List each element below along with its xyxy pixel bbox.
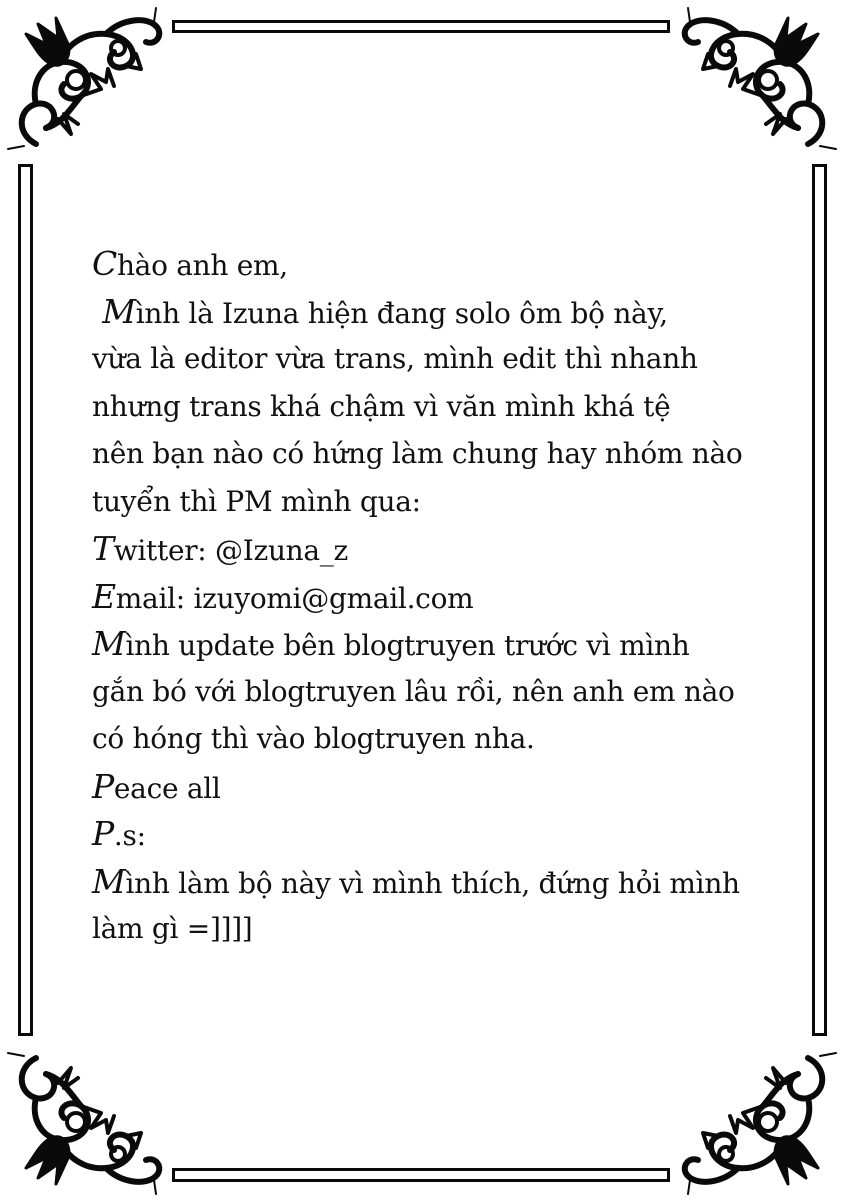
note-line: nhưng trans khá chậm vì văn mình khá tệ: [92, 389, 671, 423]
note-line: gắn bó với blogtruyen lâu rồi, nên anh em nào: [92, 674, 735, 708]
translator-note: [92, 240, 772, 953]
note-line: có hóng thì vào blogtruyen nha.: [92, 722, 535, 755]
note-line: Mình update bên blogtruyen trước vì mình: [92, 624, 690, 663]
corner-ornament-top-right-icon: [668, 4, 838, 174]
note-line: vừa là editor vừa trans, mình edit thì nhanh: [92, 342, 698, 375]
drop-cap: M: [92, 624, 126, 663]
corner-ornament-bottom-right-icon: [668, 1028, 838, 1198]
drop-cap: T: [92, 529, 114, 568]
drop-cap: M: [92, 291, 136, 331]
frame-right-bar: [812, 164, 827, 1036]
drop-cap: C: [92, 244, 117, 283]
note-line-twitter: Twitter: @Izuna_z: [92, 529, 348, 568]
drop-cap: P: [92, 766, 114, 806]
note-line-intro: Mình là Izuna hiện đang solo ôm bộ này,: [92, 291, 668, 331]
note-line: Mình làm bộ này vì mình thích, đứng hỏi mình: [92, 861, 740, 901]
corner-ornament-top-left-icon: [6, 4, 176, 174]
note-line-signoff: Peace all: [92, 766, 221, 806]
drop-cap: E: [92, 576, 116, 616]
frame-top-bar: [172, 20, 670, 33]
note-line: nên bạn nào có hứng làm chung hay nhóm nào: [92, 437, 743, 470]
drop-cap: P: [92, 814, 114, 853]
drop-cap: M: [92, 861, 126, 901]
note-line: làm gì =]]]]: [92, 912, 253, 945]
frame-bottom-bar: [172, 1168, 670, 1182]
corner-ornament-bottom-left-icon: [6, 1028, 176, 1198]
note-line-ps: P.s:: [92, 814, 146, 853]
note-line-greeting: Chào anh em,: [92, 244, 288, 283]
frame-left-bar: [18, 164, 33, 1036]
note-line: tuyển thì PM mình qua:: [92, 484, 421, 518]
note-line-email: Email: izuyomi@gmail.com: [92, 576, 474, 616]
